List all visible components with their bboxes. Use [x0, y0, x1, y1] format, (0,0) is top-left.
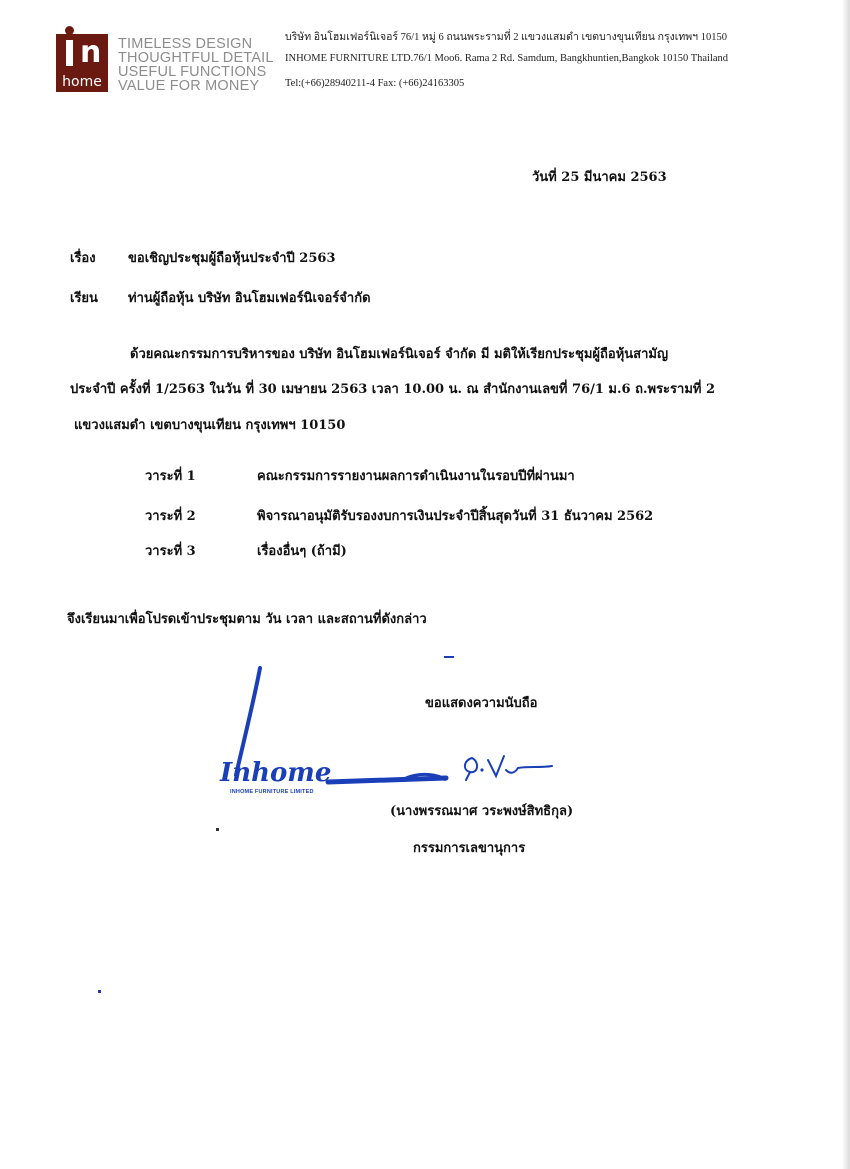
agenda-label: วาระที่ 3: [145, 544, 196, 559]
subject-label: เรื่อง: [70, 251, 96, 266]
stamp-subtext: INHOME FURNITURE LIMITED: [230, 789, 314, 795]
stamp-name: Inhome: [220, 758, 332, 788]
scan-edge: [842, 0, 850, 1169]
body-line: ประจำปี ครั้งที่ 1/2563 ในวัน ที่ 30 เมษายน 2563 เวลา 10.00 น. ณ สำนักงานเลขที่ 76/1 ม.6 ถ.พระรามที่ 2: [70, 382, 716, 397]
subject-text: ขอเชิญประชุมผู้ถือหุ้นประจำปี 2563: [128, 251, 336, 266]
scan-speck: [98, 990, 101, 993]
slogan-line: TIMELESS DESIGN: [118, 36, 253, 52]
agenda-item: คณะกรรมการรายงานผลการดำเนินงานในรอบปีที่ผ่านมา: [257, 469, 575, 484]
agenda-label: วาระที่ 2: [145, 509, 196, 524]
logo-letter-n: n: [80, 35, 102, 70]
signer-title: กรรมการเลขานุการ: [413, 841, 526, 856]
slogan-line: VALUE FOR MONEY: [118, 78, 260, 94]
slogan-line: THOUGHTFUL DETAIL: [118, 50, 274, 66]
address-thai: บริษัท อินโฮมเฟอร์นิเจอร์ 76/1 หมู่ 6 ถนนพระรามที่ 2 แขวงแสมดำ เขตบางขุนเทียน กรุงเทพฯ 10150: [285, 32, 727, 43]
closing-line: จึงเรียนมาเพื่อโปรดเข้าประชุมตาม วัน เวลา และสถานที่ดังกล่าว: [67, 612, 427, 627]
agenda-item: พิจารณาอนุมัติรับรองงบการเงินประจำปีสิ้นสุดวันที่ 31 ธันวาคม 2562: [257, 509, 654, 524]
logo-letter-i: [66, 40, 73, 66]
logo-home-text: home: [62, 74, 102, 90]
address-english: INHOME FURNITURE LTD.76/1 Moo6. Rama 2 Rd. Samdum, Bangkhuntien,Bangkok 10150 Thailand: [285, 53, 729, 64]
agenda-label: วาระที่ 1: [145, 469, 196, 484]
contact-info: Tel:(+66)28940211-4 Fax: (+66)24163305: [285, 78, 465, 89]
company-logo: [56, 34, 108, 92]
recipient-text: ท่านผู้ถือหุ้น บริษัท อินโฮมเฟอร์นิเจอร์จำกัด: [128, 291, 371, 306]
scan-speck: [444, 656, 454, 658]
letter-date: วันที่ 25 มีนาคม 2563: [532, 170, 667, 185]
regards-line: ขอแสดงความนับถือ: [425, 696, 538, 711]
signer-name: (นางพรรณมาศ วระพงษ์สิทธิกุล): [390, 804, 574, 819]
handwritten-signature: [458, 748, 558, 782]
logo-dot: [65, 26, 74, 35]
body-line: แขวงแสมดำ เขตบางขุนเทียน กรุงเทพฯ 10150: [74, 418, 346, 433]
recipient-label: เรียน: [70, 291, 98, 306]
agenda-item: เรื่องอื่นๆ (ถ้ามี): [257, 544, 347, 559]
body-line: ด้วยคณะกรรมการบริหารของ บริษัท อินโฮมเฟอร์นิเจอร์ จำกัด มี มติให้เรียกประชุมผู้ถือหุ้นสามัญ: [130, 347, 669, 362]
slogan-line: USEFUL FUNCTIONS: [118, 64, 267, 80]
scan-speck: [216, 828, 219, 831]
